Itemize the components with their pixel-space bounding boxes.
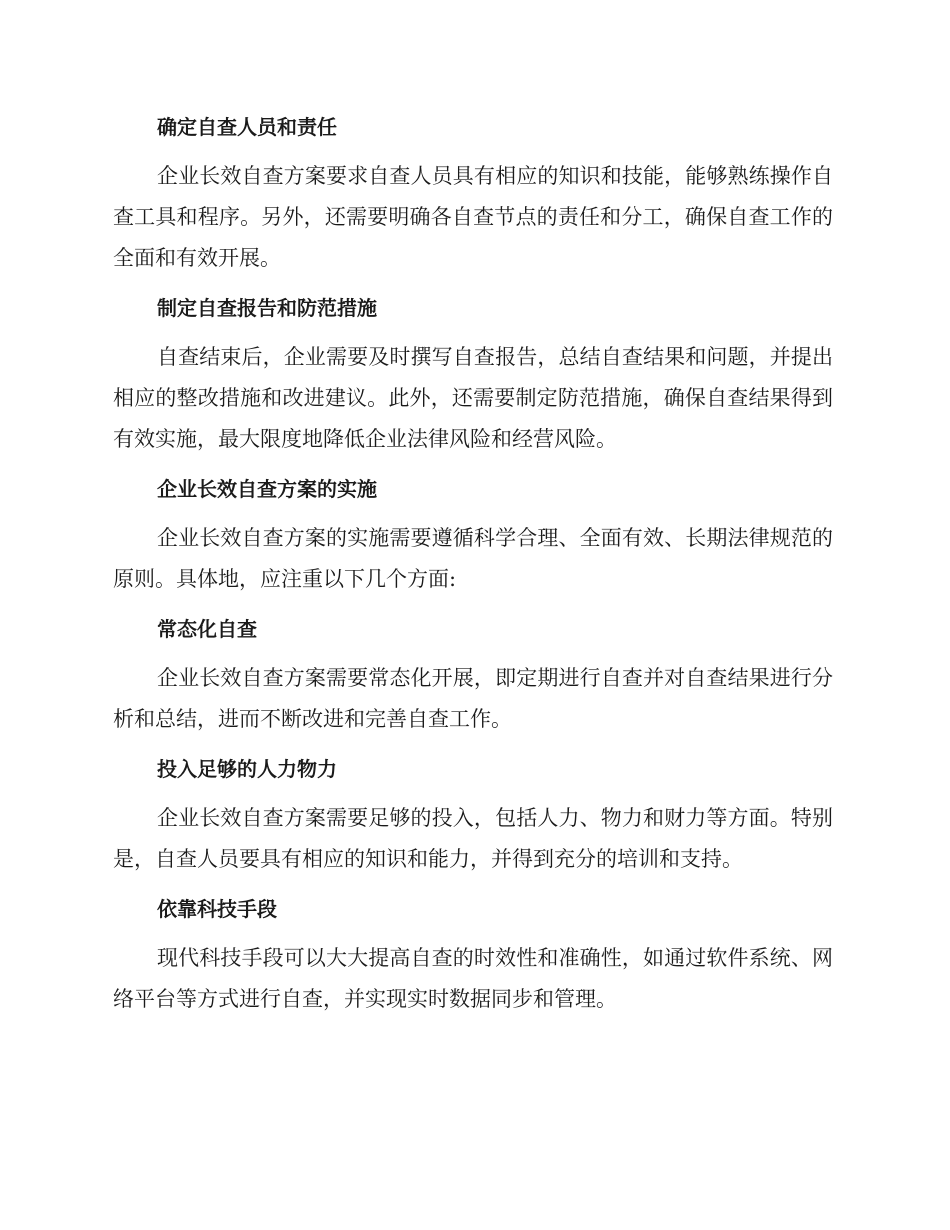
section-paragraph: 自查结束后，企业需要及时撰写自查报告，总结自查结果和问题，并提出相应的整改措施和改进建议。此外，还需要制定防范措施，确保自查结果得到有效实施，最大限度地降低企业法律风险和经营风险。 <box>113 345 833 451</box>
section-paragraph: 现代科技手段可以大大提高自查的时效性和准确性，如通过软件系统、网络平台等方式进行自查，并实现实时数据同步和管理。 <box>113 946 833 1011</box>
section-heading: 投入足够的人力物力 <box>157 757 337 781</box>
section-paragraph: 企业长效自查方案需要足够的投入，包括人力、物力和财力等方面。特别是，自查人员要具有相应的知识和能力，并得到充分的培训和支持。 <box>113 806 833 871</box>
section-paragraph: 企业长效自查方案要求自查人员具有相应的知识和技能，能够熟练操作自查工具和程序。另外，还需要明确各自查节点的责任和分工，确保自查工作的全面和有效开展。 <box>113 164 833 270</box>
section-heading: 制定自查报告和防范措施 <box>157 296 377 320</box>
section-heading: 常态化自查 <box>157 617 257 641</box>
document-page <box>113 112 833 1034</box>
section-heading: 企业长效自查方案的实施 <box>157 477 377 501</box>
section-paragraph: 企业长效自查方案的实施需要遵循科学合理、全面有效、长期法律规范的原则。具体地，应注重以下几个方面: <box>113 526 833 591</box>
section-heading: 确定自查人员和责任 <box>157 115 337 139</box>
section-paragraph: 企业长效自查方案需要常态化开展，即定期进行自查并对自查结果进行分析和总结，进而不断改进和完善自查工作。 <box>113 666 833 731</box>
section-heading: 依靠科技手段 <box>157 897 277 921</box>
